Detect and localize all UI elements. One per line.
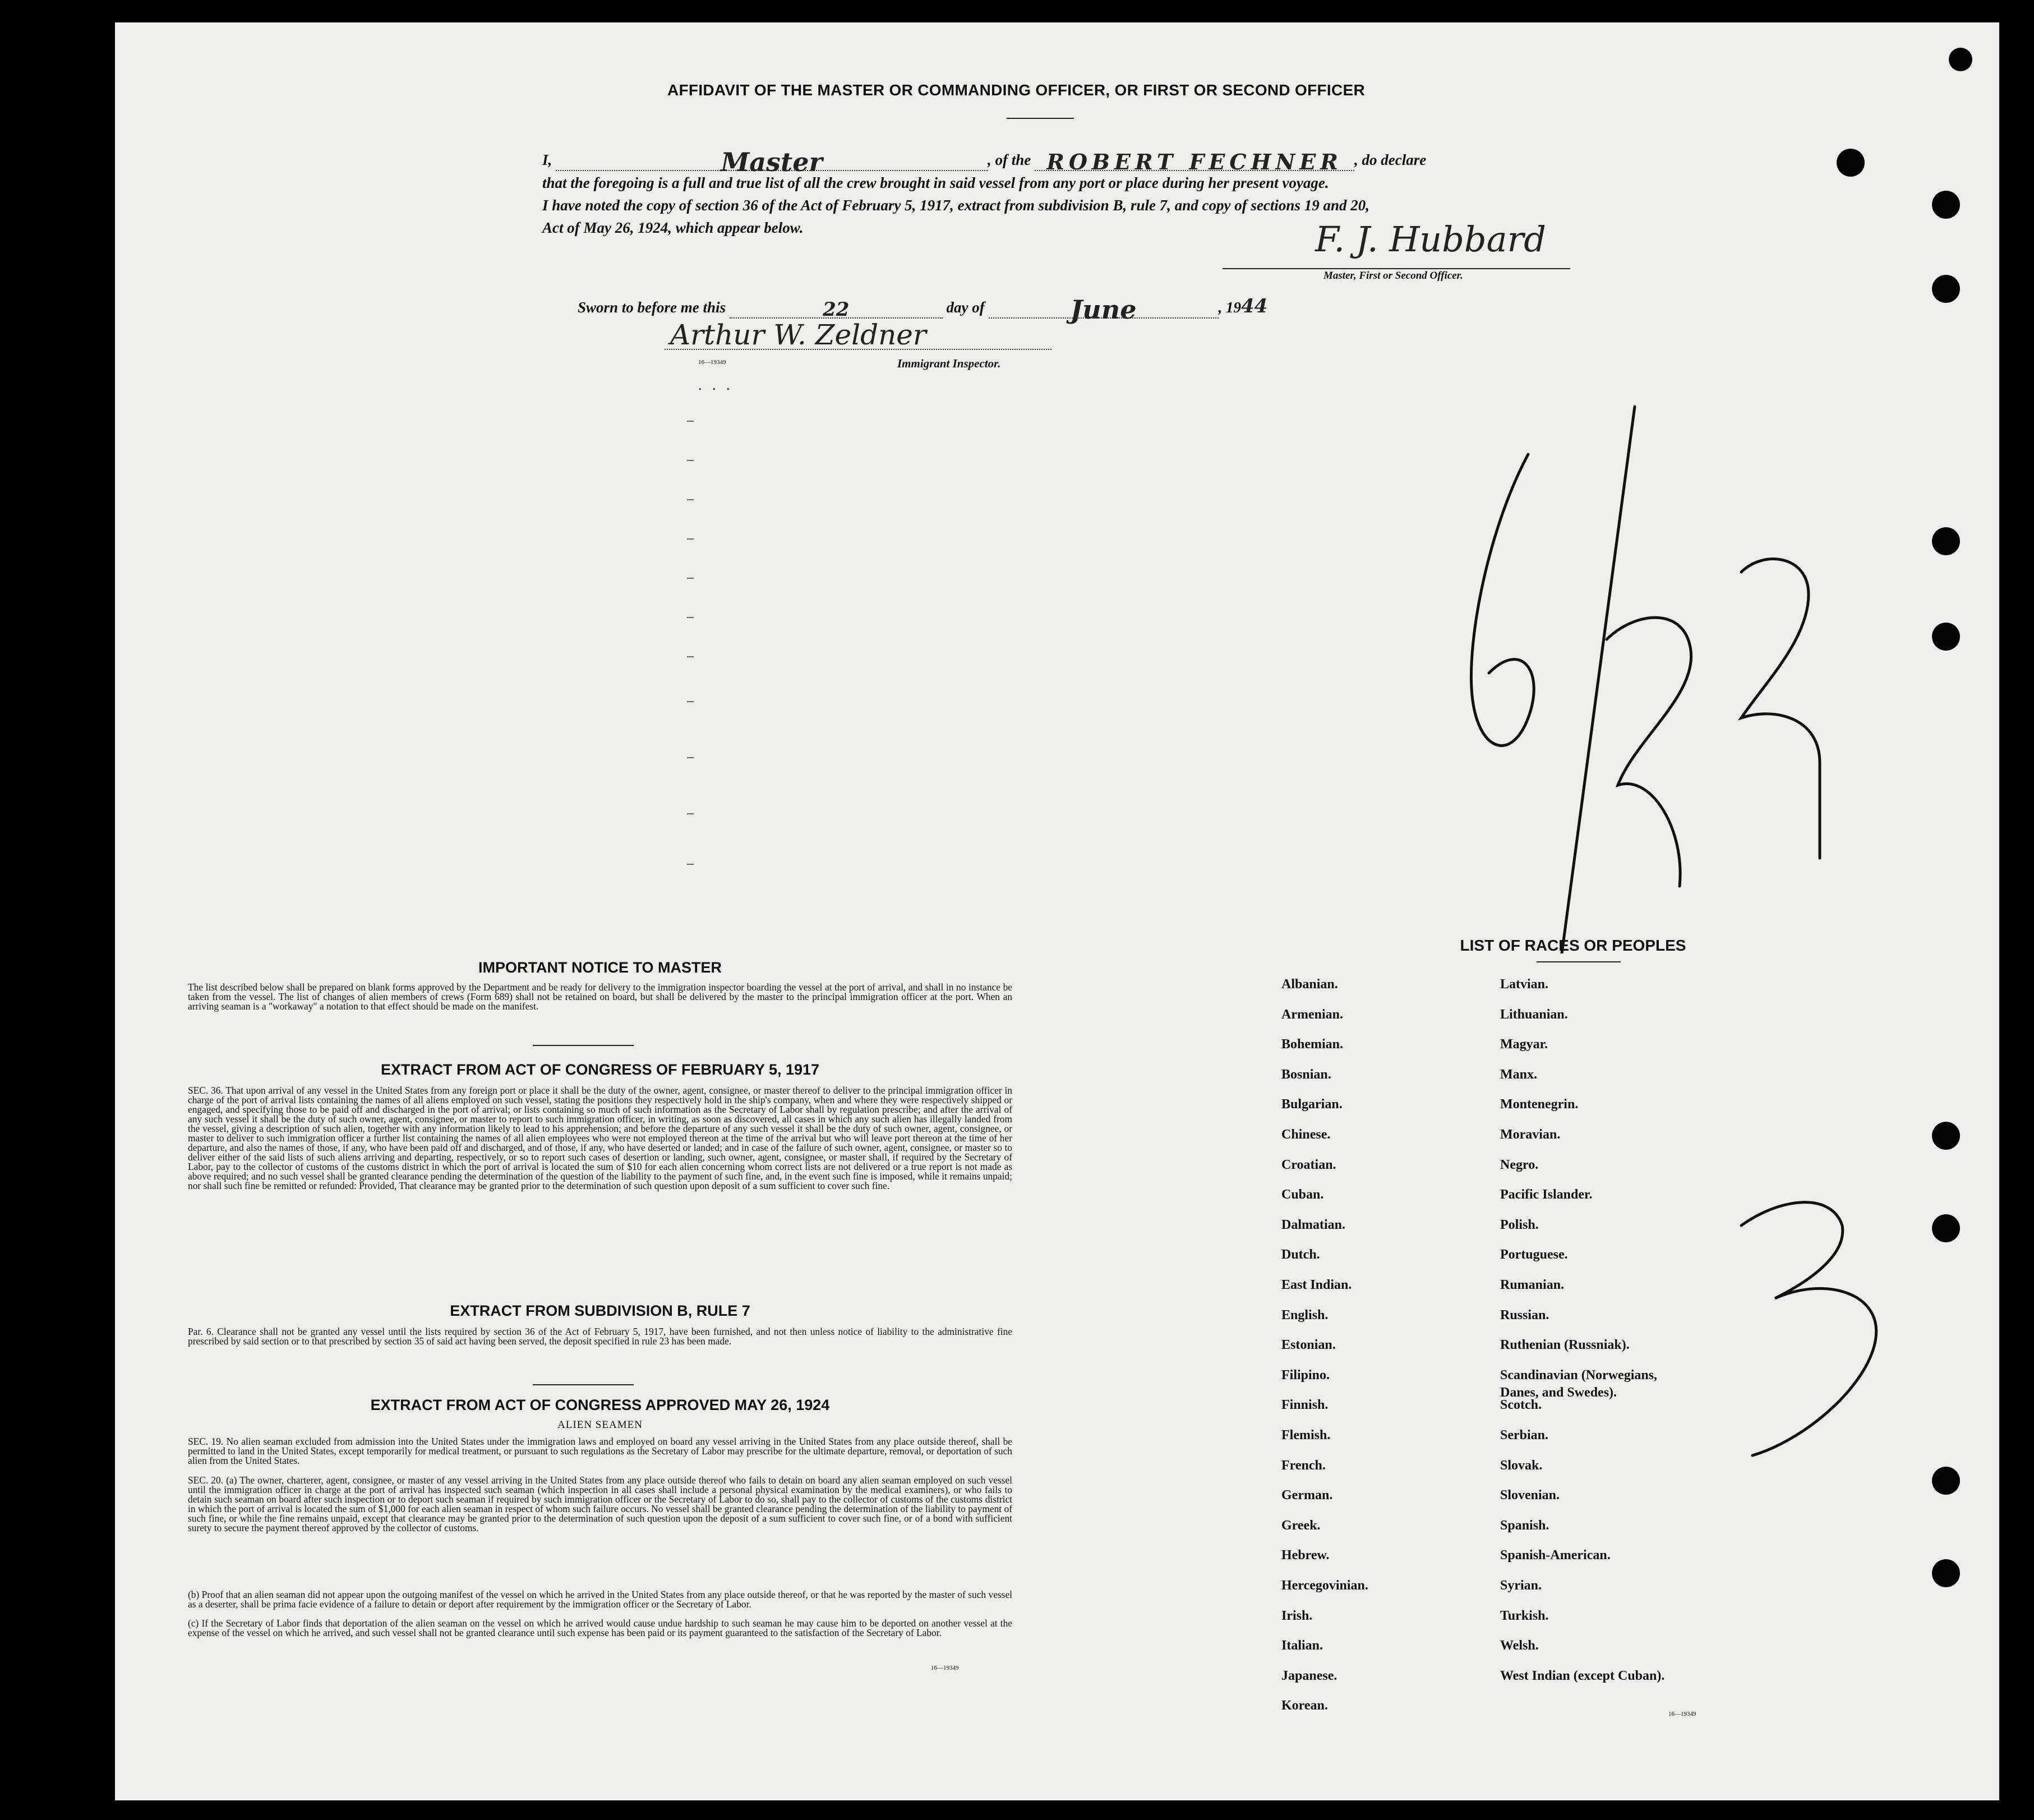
race-entry: Rumanian. xyxy=(1500,1278,1565,1292)
document-sheet xyxy=(115,22,1999,1800)
margin-tick xyxy=(687,617,694,618)
race-entry: Armenian. xyxy=(1281,1007,1343,1022)
race-entry: Russian. xyxy=(1500,1307,1549,1323)
declaration-line-3: I have noted the copy of section 36 of the Act of February 5, 1917, extract from subdivision B, rule 7, and copy of sections 19 and 20, xyxy=(542,197,1369,214)
year-prefix: , 19 xyxy=(1218,299,1242,316)
race-entry: Portuguese. xyxy=(1500,1247,1568,1263)
race-entry: Danes, and Swedes). xyxy=(1500,1385,1617,1400)
inspector-caption: Immigrant Inspector. xyxy=(897,357,1001,370)
race-entry: English. xyxy=(1281,1307,1329,1323)
race-entry: Cuban. xyxy=(1281,1187,1324,1202)
race-entry: Syrian. xyxy=(1500,1578,1542,1593)
punch-hole xyxy=(1837,149,1865,177)
extract-rule7-text: Par. 6. Clearance shall not be granted any vessel until the lists required by section 36 of the Act of February 5, 1917, have been furnished, and not then unless notice of liability to the administrative fine prescribed by said section or to that prescribed by section 35 of said act having been served, the deposit specified in rule 23 has been made. xyxy=(188,1326,1012,1347)
race-entry: Dalmatian. xyxy=(1281,1217,1345,1232)
race-entry: Hebrew. xyxy=(1281,1548,1330,1563)
races-heading: LIST OF RACES OR PEOPLES xyxy=(1460,937,1686,954)
race-entry: Montenegrin. xyxy=(1500,1097,1579,1112)
declaration-line-1 xyxy=(542,147,1427,177)
race-entry: French. xyxy=(1281,1458,1326,1473)
margin-tick xyxy=(687,656,694,657)
extract-1924-para-4: (c) If the Secretary of Labor finds that deportation of the alien seaman on the vessel on which he arrived would cause undue hardship to such seaman he may cause him to be deported on another vessel at the expense of the vessel on which he arrived, and such vessel shall not be granted clearance until such expense has been paid or its payment guaranteed to the satisfaction of the Secretary of Labor. xyxy=(188,1618,1012,1638)
race-entry: Slovak. xyxy=(1500,1458,1543,1473)
punch-hole xyxy=(1932,527,1960,555)
signature-caption: Master, First or Second Officer. xyxy=(1323,270,1463,282)
declaration-line-2: that the foregoing is a full and true list of all the crew brought in said vessel from any port or place during her present voyage. xyxy=(542,174,1329,191)
handwritten-number-mark xyxy=(1730,1192,1898,1461)
race-entry: German. xyxy=(1281,1488,1333,1503)
date-slash xyxy=(1562,407,1635,953)
race-entry: Serbian. xyxy=(1500,1428,1549,1443)
master-signature: F. J. Hubbard xyxy=(1315,219,1546,260)
race-entry: Greek. xyxy=(1281,1518,1321,1533)
sworn-day-field xyxy=(730,298,943,321)
race-entry: Negro. xyxy=(1500,1157,1539,1172)
race-entry: Hercegovinian. xyxy=(1281,1578,1368,1593)
inspector-signature-line xyxy=(665,349,1051,350)
race-entry: Bulgarian. xyxy=(1281,1097,1343,1112)
extract-1924-para-3: (b) Proof that an alien seaman did not appear upon the outgoing manifest of the vessel on which he arrived in the United States from any place outside thereof, or that he was reported by the master of such vessel as a deserter, shall be prima facie evidence of a failure to detain or deport after requirement by the immigration officer or the Secretary of Labor. xyxy=(188,1589,1012,1610)
margin-tick xyxy=(687,460,694,461)
race-entry: East Indian. xyxy=(1281,1278,1352,1292)
do-declare-label: , do declare xyxy=(1354,151,1427,168)
race-entry: Scotch. xyxy=(1500,1398,1542,1413)
declaration-line-4: Act of May 26, 1924, which appear below. xyxy=(542,219,804,236)
race-entry: Ruthenian (Russniak). xyxy=(1500,1338,1630,1353)
race-entry: Spanish-American. xyxy=(1500,1548,1611,1563)
extract-form-number: 16—19349 xyxy=(931,1665,959,1671)
race-entry: Spanish. xyxy=(1500,1518,1549,1533)
extract-1924-para-2: SEC. 20. (a) The owner, charterer, agent, consignee, or master of any vessel arriving in the United States from any place outside thereof who fails to detain on board any alien seaman employed on such vessel until the immigration officer in charge at the port of arrival has inspected such seaman (which inspection in all cases shall include a personal physical examination by the medical examiners), or who fails to detain such seaman on board after such inspection or to deport such seaman if required by such immigration officer or the Secretary of Labor to do so, shall pay to the collector of customs of the customs district in which the port of arrival is located the sum of $1,000 for each alien seaman in respect of whom such failure occurs. No vessel shall be granted clearance pending the determination of the liability to payment of such fine, or while the fine remains unpaid, except that clearance may be granted prior to the determination of such question upon the deposit of a sum sufficient to cover such fine, or of a bond with sufficient surety to secure the payment thereof approved by the collector of customs. xyxy=(188,1475,1012,1533)
punch-hole xyxy=(1932,1122,1960,1150)
race-entry: Bohemian. xyxy=(1281,1037,1344,1052)
margin-tick xyxy=(687,538,694,540)
race-entry: Croatian. xyxy=(1281,1157,1336,1172)
extract-1924-heading: EXTRACT FROM ACT OF CONGRESS APPROVED MAY 26, 1924 xyxy=(370,1397,830,1413)
race-entry: Scandinavian (Norwegians, xyxy=(1500,1367,1658,1383)
section-divider xyxy=(533,1045,634,1046)
race-entry: Polish. xyxy=(1500,1217,1539,1232)
sworn-day: 22 xyxy=(823,298,850,321)
section-divider xyxy=(533,1384,634,1385)
race-entry: Albanian. xyxy=(1281,977,1338,992)
of-the-label: , of the xyxy=(988,151,1031,168)
race-entry: Japanese. xyxy=(1281,1668,1337,1683)
race-entry: Manx. xyxy=(1500,1067,1537,1082)
punch-hole xyxy=(1949,48,1972,71)
inspector-signature: Arthur W. Zeldner xyxy=(670,319,926,351)
race-entry: Chinese. xyxy=(1281,1127,1331,1142)
race-entry: Korean. xyxy=(1281,1698,1328,1713)
vessel-name-field xyxy=(1035,149,1354,174)
race-entry: Estonian. xyxy=(1281,1338,1336,1353)
dot-leader: . . . xyxy=(698,377,734,393)
extract-1924-para-1: SEC. 19. No alien seaman excluded from admission into the United States under the immigration laws and employed on board any vessel arriving in the United States from any place outside thereof, shall be permitted to land in the United States, except temporarily for medical treatment, or pursuant to such regulations as the Secretary of Labor may prescribe for the ultimate departure, removal, or deportation of such alien from the United States. xyxy=(188,1436,1012,1466)
notice-heading: IMPORTANT NOTICE TO MASTER xyxy=(478,959,722,976)
margin-tick xyxy=(687,421,694,422)
affidavit-title: AFFIDAVIT OF THE MASTER OR COMMANDING OFFICER, OR FIRST OR SECOND OFFICER xyxy=(667,81,1366,99)
punch-hole xyxy=(1932,1214,1960,1242)
race-entry: Bosnian. xyxy=(1281,1067,1331,1082)
extract-1924-subheading: ALIEN SEAMEN xyxy=(557,1419,643,1431)
punch-hole xyxy=(1932,1467,1960,1495)
race-entry: Latvian. xyxy=(1500,977,1549,992)
races-heading-underline xyxy=(1537,961,1621,962)
race-entry: Slovenian. xyxy=(1500,1488,1560,1503)
date-digit-2b xyxy=(1741,559,1820,858)
i-label: I, xyxy=(542,151,552,168)
margin-tick xyxy=(687,499,694,500)
sworn-month: June xyxy=(1070,294,1137,325)
race-entry: Welsh. xyxy=(1500,1638,1539,1653)
race-entry: Italian. xyxy=(1281,1638,1323,1653)
race-entry: Dutch. xyxy=(1281,1247,1320,1263)
margin-tick xyxy=(687,701,694,702)
sworn-line xyxy=(578,294,1268,325)
race-entry: Irish. xyxy=(1281,1608,1313,1623)
margin-tick xyxy=(687,864,694,865)
race-entry: West Indian (except Cuban). xyxy=(1500,1668,1665,1683)
officer-rank-field xyxy=(556,147,988,177)
vessel-name: ROBERT FECHNER xyxy=(1046,149,1343,174)
race-entry: Moravian. xyxy=(1500,1127,1561,1142)
extract-1917-text: SEC. 36. That upon arrival of any vessel in the United States from any foreign port or place it shall be the duty of the owner, agent, consignee, or master thereof to deliver to the principal immigration officer in charge of the port of arrival lists containing the names of all aliens employed on such vessel, stating the positions they respectively hold in the ship's company, when and where they were respectively shipped or engaged, and specifying those to be paid off and discharged in the port of arrival; or lists containing so much of such information as the Secretary of Labor shall by regulation prescribe; and after the arrival of any such vessel it shall be the duty of such owner, agent, consignee, or master to report to such immigration officer, in writing, as soon as discovered, all cases in which any such alien has illegally landed from the vessel, giving a description of such alien, together with any information likely to lead to his apprehension; and before the departure of any such vessel it shall be the duty of such owner, agent, consignee, or master to deliver to such immigration officer a further list containing the names of all alien employees who were not employed thereon at the time of the arrival but who will leave port thereon at the time of her departure, and also the names of those, if any, who have been paid off and discharged, and of those, if any, who have deserted or landed; and in case of the failure of such owner, agent, consignee, or master so to deliver either of the said lists of such aliens arriving and departing, respectively, or so to report such cases of desertion or landing, such owner, agent, consignee, or master shall, if required by the Secretary of Labor, pay to the collector of customs of the customs district in which the port of arrival is located the sum of $10 for each alien concerning whom correct lists are not delivered or a true report is not made as above required; and no such vessel shall be granted clearance pending the determination of the question of the liability to the payment of such fine, and, in the event such fine is imposed, while it remains unpaid; nor shall such fine be remitted or refunded: Provided, That clearance may be granted prior to the determination of such question upon deposit of a sum sufficient to cover such fine. xyxy=(188,1085,1012,1191)
race-entry: Turkish. xyxy=(1500,1608,1549,1623)
race-entry: Finnish. xyxy=(1281,1398,1329,1413)
punch-hole xyxy=(1932,191,1960,219)
margin-tick xyxy=(687,813,694,814)
races-form-number: 16—19349 xyxy=(1668,1711,1696,1717)
extract-1917-heading: EXTRACT FROM ACT OF CONGRESS OF FEBRUARY 5, 1917 xyxy=(380,1061,820,1078)
margin-tick xyxy=(687,757,694,758)
race-entry: Magyar. xyxy=(1500,1037,1548,1052)
race-entry: Filipino. xyxy=(1281,1367,1330,1383)
inspector-form-number: 16—19349 xyxy=(698,359,726,366)
number-stroke xyxy=(1741,1202,1876,1455)
date-digit-6 xyxy=(1471,454,1534,745)
sworn-label: Sworn to before me this xyxy=(578,299,726,316)
race-entry: Pacific Islander. xyxy=(1500,1187,1593,1202)
notice-text: The list described below shall be prepared on blank forms approved by the Department and be ready for delivery to the immigration inspector boarding the vessel at the port of arrival, and shall in no instance be taken from the vessel. The list of changes of alien members of crews (Form 689) shall not be retained on board, but shall be delivered by the master to the principal immigration officer at the port. When an arriving seaman is a "workaway" a notation to that effect should be made on the manifest. xyxy=(188,982,1012,1012)
day-of-label: day of xyxy=(946,299,985,316)
margin-tick xyxy=(687,578,694,579)
punch-hole xyxy=(1932,1559,1960,1587)
punch-hole xyxy=(1932,275,1960,303)
race-entry: Flemish. xyxy=(1281,1428,1331,1443)
race-entry: Lithuanian. xyxy=(1500,1007,1568,1022)
year-suffix: 44 xyxy=(1241,295,1268,317)
title-underline xyxy=(1007,118,1074,119)
handwritten-date-mark xyxy=(1450,404,1842,953)
officer-rank: Master xyxy=(721,147,823,177)
date-digit-2a xyxy=(1607,618,1691,886)
punch-hole xyxy=(1932,623,1960,651)
extract-rule7-heading: EXTRACT FROM SUBDIVISION B, RULE 7 xyxy=(450,1302,750,1319)
sworn-month-field xyxy=(989,294,1219,325)
